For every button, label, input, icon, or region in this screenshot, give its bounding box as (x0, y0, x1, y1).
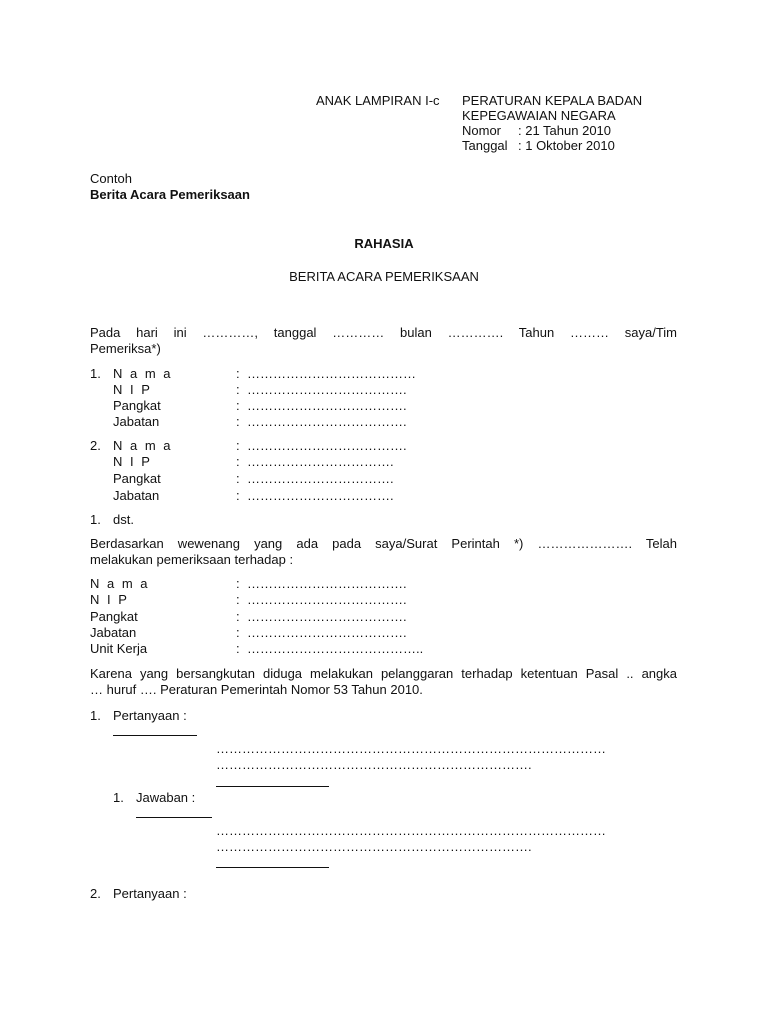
dst-text: dst. (113, 512, 134, 527)
opening-line1: Pada hari ini …………, tanggal ………… bulan …………. Tahun ……… saya/Tim (90, 325, 677, 340)
a1-number: 1. (113, 790, 124, 805)
examiner-1-jabatan-label: Jabatan (113, 414, 160, 429)
examiner-1-nama-label: N a m a (113, 366, 173, 381)
allegation-line2: … huruf …. Peraturan Pemerintah Nomor 53 Tahun 2010. (90, 682, 423, 697)
authority-line1: Berdasarkan wewenang yang ada pada saya/Surat Perintah *) …………………. Telah (90, 536, 677, 551)
examiner-1-pangkat-colon: : (236, 398, 240, 413)
examiner-2-nama-value: ………………………………. (247, 438, 407, 453)
q1-underline (113, 735, 197, 736)
authority-line2: melakukan pemeriksaan terhadap : (90, 552, 294, 567)
examiner-2-nama-colon: : (236, 438, 240, 453)
allegation-line1: Karena yang bersangkutan diduga melakukan pelanggaran terhadap ketentuan Pasal .. angka (90, 666, 677, 681)
a1-answer-underline (216, 867, 329, 868)
subject-jabatan-colon: : (236, 625, 240, 640)
subject-pangkat-value: ………………………………. (247, 609, 407, 624)
subject-unit-kerja-label: Unit Kerja (90, 641, 148, 656)
subject-unit-kerja-value: ………………………………….. (247, 641, 424, 656)
main-title: BERITA ACARA PEMERIKSAAN (289, 269, 479, 284)
examiner-1-nip-value: ………………………………. (247, 382, 407, 397)
examiner-2-nama-label: N a m a (113, 438, 173, 453)
subject-unit-kerja-colon: : (236, 641, 240, 656)
tanggal-label: Tanggal (462, 138, 508, 153)
nomor-value: : 21 Tahun 2010 (518, 123, 612, 138)
examiner-1-nama-colon: : (236, 366, 240, 381)
examiner-2-pangkat-value: ……………………………. (247, 471, 394, 486)
examiner-1-jabatan-colon: : (236, 414, 240, 429)
examiner-2-jabatan-value: ……………………………. (247, 488, 394, 503)
q2-number: 2. (90, 886, 101, 901)
examiner-1-pangkat-value: ………………………………. (247, 398, 407, 413)
a1-dots-line1: ……………………………………………………………………………… (216, 823, 606, 838)
a1-underline (136, 817, 212, 818)
a1-label: Jawaban : (136, 790, 196, 805)
subject-nama-value: ………………………………. (247, 576, 407, 591)
tanggal-value: : 1 Oktober 2010 (518, 138, 615, 153)
examiner-2-nip-colon: : (236, 454, 240, 469)
examiner-2-jabatan-colon: : (236, 488, 240, 503)
peraturan-line2: KEPEGAWAIAN NEGARA (462, 108, 616, 123)
q1-dots-line1: ……………………………………………………………………………… (216, 741, 606, 756)
rahasia-heading: RAHASIA (354, 236, 414, 251)
subject-pangkat-colon: : (236, 609, 240, 624)
examiner-1-nip-colon: : (236, 382, 240, 397)
examiner-1-jabatan-value: ………………………………. (247, 414, 407, 429)
examiner-2-nip-value: ……………………………. (247, 454, 394, 469)
q2-label: Pertanyaan : (113, 886, 187, 901)
examiner-1-number: 1. (90, 366, 101, 381)
document-subtitle: Berita Acara Pemeriksaan (90, 187, 250, 202)
nomor-label: Nomor (462, 123, 502, 138)
lampiran-label: ANAK LAMPIRAN I-c (316, 93, 440, 108)
q1-label: Pertanyaan : (113, 708, 187, 723)
examiner-2-number: 2. (90, 438, 101, 453)
subject-nip-label: N I P (90, 592, 129, 607)
examiner-1-nip-label: N I P (113, 382, 152, 397)
examiner-2-pangkat-label: Pangkat (113, 471, 161, 486)
opening-line2: Pemeriksa*) (90, 341, 161, 356)
q1-number: 1. (90, 708, 101, 723)
subject-jabatan-value: ………………………………. (247, 625, 407, 640)
examiner-1-pangkat-label: Pangkat (113, 398, 161, 413)
examiner-1-nama-value: ………………………………… (247, 366, 416, 381)
q1-answer-underline (216, 786, 329, 787)
subject-pangkat-label: Pangkat (90, 609, 138, 624)
peraturan-line1: PERATURAN KEPALA BADAN (462, 93, 643, 108)
subject-nip-value: ………………………………. (247, 592, 407, 607)
examiner-2-jabatan-label: Jabatan (113, 488, 160, 503)
contoh-label: Contoh (90, 171, 132, 186)
a1-dots-line2: ………………………………………………………………. (216, 839, 532, 854)
examiner-2-nip-label: N I P (113, 454, 152, 469)
subject-nama-colon: : (236, 576, 240, 591)
dst-number: 1. (90, 512, 101, 527)
subject-jabatan-label: Jabatan (90, 625, 137, 640)
subject-nama-label: N a m a (90, 576, 150, 591)
subject-nip-colon: : (236, 592, 240, 607)
q1-dots-line2: ………………………………………………………………. (216, 757, 532, 772)
examiner-2-pangkat-colon: : (236, 471, 240, 486)
